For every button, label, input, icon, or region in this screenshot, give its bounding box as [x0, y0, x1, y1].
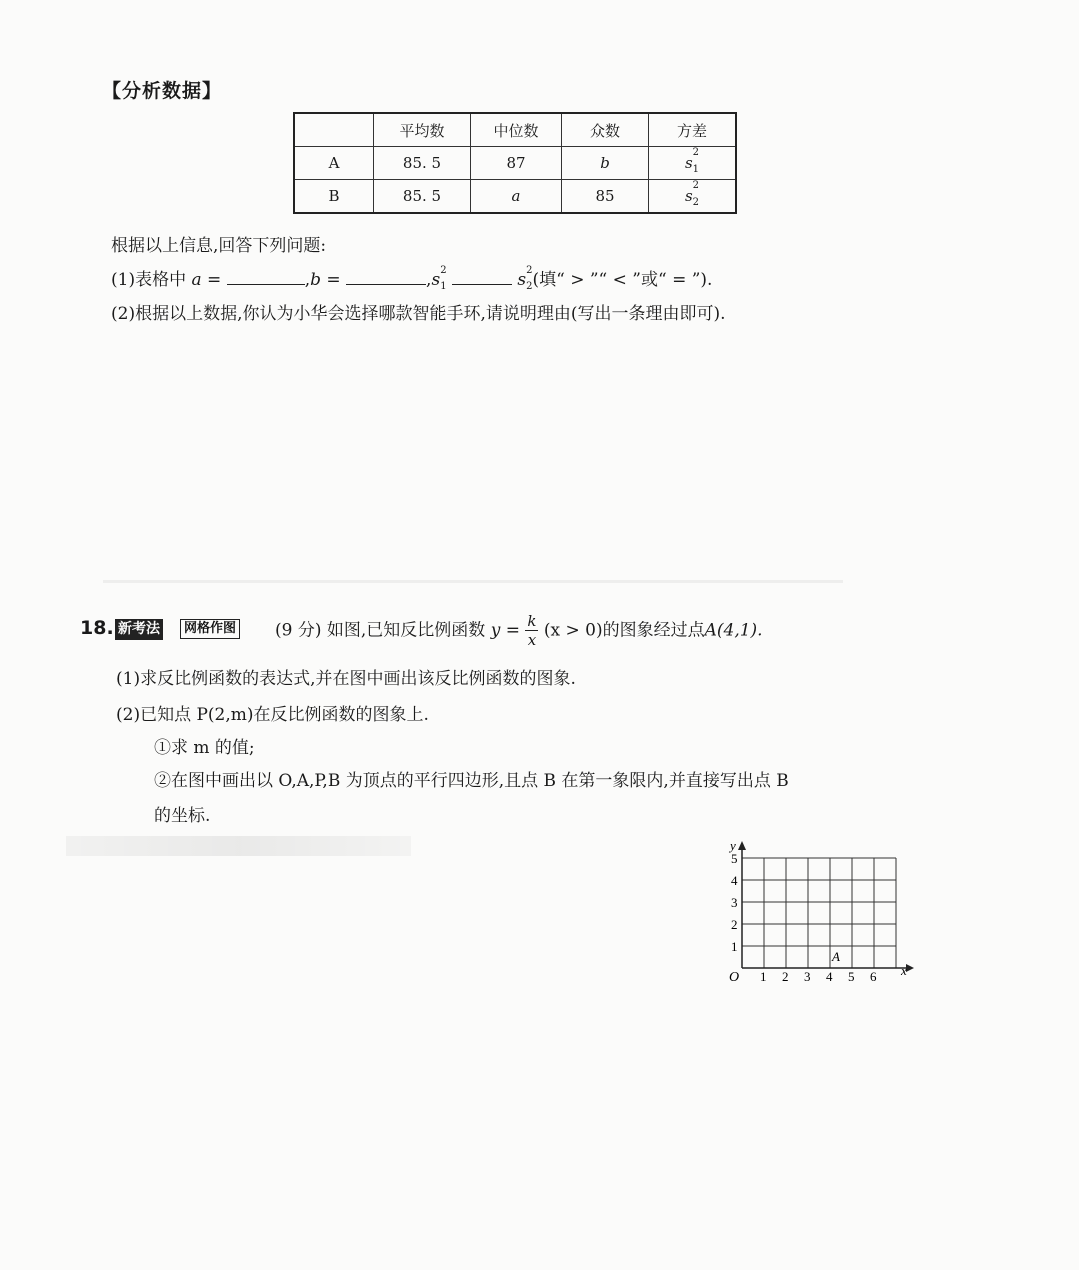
problem-text: 如图,已知反比例函数 [326, 620, 486, 641]
grid-drawing-tag: 网格作图 [180, 619, 240, 639]
row-label: A [294, 147, 374, 180]
fraction-k-over-x [525, 614, 538, 648]
variance-sub: 1 [692, 164, 700, 175]
question-1 [111, 265, 712, 290]
new-method-tag: 新考法 [115, 619, 163, 640]
table-header-row [294, 113, 736, 147]
point-a-text: A(4,1). [704, 620, 763, 641]
function-condition: (x > 0) [543, 620, 603, 641]
coordinate-grid [720, 838, 920, 988]
tick-labels [731, 851, 877, 984]
q1-separator: , [304, 270, 311, 290]
answer-blank-a[interactable] [227, 270, 305, 285]
s1-sub: 1 [440, 281, 447, 292]
s2-sup: 2 [526, 265, 533, 276]
x-axis-arrow-icon [906, 964, 914, 972]
s2-symbol: s [517, 270, 527, 290]
row-label: B [294, 180, 374, 214]
statistics-table [293, 112, 737, 214]
x-tick-label: 4 [826, 969, 833, 984]
fraction-numerator: k [527, 612, 537, 630]
q1-a-label: a = [191, 270, 222, 290]
answer-blank-compare[interactable] [452, 270, 512, 285]
s1-sup: 2 [440, 265, 447, 276]
mean-cell: 85. 5 [374, 147, 471, 180]
fraction-denominator: x [527, 631, 537, 649]
mode-cell: b [562, 147, 649, 180]
question-intro: 根据以上信息,回答下列问题: [111, 236, 327, 256]
y-tick-label: 3 [731, 895, 738, 910]
q1-b-label: b = [310, 270, 341, 290]
variance-symbol: s [684, 154, 693, 172]
y-tick-label: 1 [731, 939, 738, 954]
grid-lines [742, 858, 896, 968]
table-header-cell: 方差 [649, 113, 737, 147]
variance-cell [649, 147, 737, 180]
x-tick-label: 3 [804, 969, 811, 984]
s1-symbol: s [431, 270, 441, 290]
variance-sup: 2 [692, 180, 700, 191]
problem-statement [275, 614, 763, 648]
variance-symbol: s [684, 187, 693, 205]
part-1: (1)求反比例函数的表达式,并在图中画出该反比例函数的图象. [116, 669, 576, 689]
y-tick-label: 4 [731, 873, 738, 888]
y-axis-arrow-icon [738, 841, 746, 850]
mode-cell: 85 [562, 180, 649, 214]
question-2: (2)根据以上数据,你认为小华会选择哪款智能手环,请说明理由(写出一条理由即可). [111, 304, 726, 324]
scan-artifact [66, 836, 411, 856]
table-row [294, 147, 736, 180]
s2-sub: 2 [526, 281, 533, 292]
x-axis-label: x [901, 963, 907, 978]
median-cell: 87 [471, 147, 562, 180]
problem-points: (9 分) [275, 620, 322, 641]
problem-text: 的图象经过点 [602, 620, 705, 641]
table-header-cell: 平均数 [374, 113, 471, 147]
variance-sub: 2 [692, 197, 700, 208]
variance-sup: 2 [692, 147, 700, 158]
x-tick-label: 5 [848, 969, 855, 984]
x-tick-label: 1 [760, 969, 767, 984]
y-axis-label: y [730, 838, 736, 853]
x-tick-label: 2 [782, 969, 789, 984]
median-cell: a [471, 180, 562, 214]
table-row [294, 180, 736, 214]
table-header-cell [294, 113, 374, 147]
variance-cell [649, 180, 737, 214]
mean-cell: 85. 5 [374, 180, 471, 214]
section-heading: 【分析数据】 [102, 80, 223, 102]
origin-label: O [729, 970, 740, 985]
scan-artifact [103, 580, 843, 583]
q1-separator: , [426, 270, 432, 290]
part-2-sub-1: ①求 m 的值; [154, 738, 255, 758]
table-header-cell: 中位数 [471, 113, 562, 147]
problem-number: 18. [80, 617, 114, 639]
answer-blank-b[interactable] [346, 270, 426, 285]
table-header-cell: 众数 [562, 113, 649, 147]
y-tick-label: 2 [731, 917, 738, 932]
part-2-sub-2: ②在图中画出以 O,A,P,B 为顶点的平行四边形,且点 B 在第一象限内,并直接写出点 B [154, 771, 789, 791]
y-tick-label: 5 [731, 851, 738, 866]
q1-suffix: (填“ > ”“ < ”或“ = ”). [532, 270, 713, 290]
part-2-sub-2-cont: 的坐标. [154, 806, 211, 826]
point-a-label: A [832, 949, 840, 964]
function-y: y = [490, 620, 520, 641]
part-2: (2)已知点 P(2,m)在反比例函数的图象上. [116, 705, 429, 725]
q1-prefix: (1)表格中 [111, 270, 187, 290]
x-tick-label: 6 [870, 969, 877, 984]
